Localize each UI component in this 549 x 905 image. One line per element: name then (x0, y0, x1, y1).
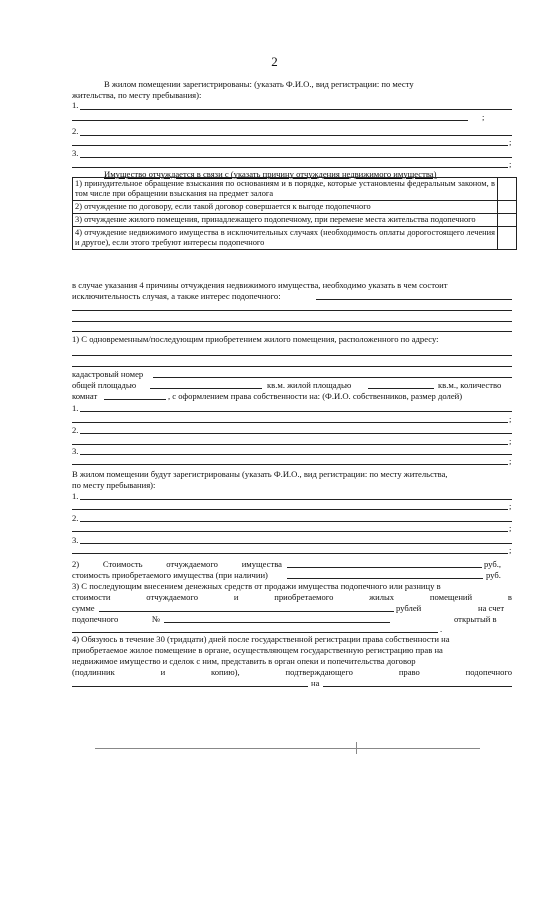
reason-table (72, 177, 517, 250)
acquisition-top-rule (72, 331, 512, 332)
reason-note-line-b[interactable] (72, 321, 512, 322)
reason-option-2[interactable] (73, 200, 516, 213)
obligation-field-1[interactable] (72, 686, 308, 687)
will-register-item-3-line2[interactable] (72, 553, 508, 554)
registered-intro-line1: В жилом помещении зарегистрированы: (указать Ф.И.О., вид регистрации: по месту (104, 79, 414, 89)
reason-option-2-checkbox[interactable] (498, 201, 516, 213)
cost-bought-rub: руб. (486, 570, 501, 580)
obligation-line1: 4) Обязуюсь в течение 30 (тридцати) дней после государственной регистрации права собственности на (72, 634, 450, 644)
area-living-field[interactable] (368, 388, 434, 389)
cost-sold-label: 2) Стоимость отчуждаемого имущества (72, 559, 282, 569)
will-register-item-1-label: 1. (72, 491, 79, 501)
will-register-line1: В жилом помещении будут зарегистрированы (указать Ф.И.О., вид регистрации: по месту жительства, (72, 469, 448, 479)
acquisition-heading: 1) С одновременным/последующим приобретением жилого помещения, расположенного по адресу: (72, 334, 439, 344)
bottom-divider (95, 748, 480, 749)
page-number: 2 (271, 54, 278, 69)
area-total-label: общей площадью (72, 380, 137, 390)
reason-note-line2: исключительность случая, а также интерес подопечного: (72, 291, 281, 301)
deposit-ward: подопечного (72, 614, 119, 624)
registered-item-2-line[interactable] (80, 135, 512, 136)
reason-heading: Имущество отчуждается в связи с (указать причину отчуждения недвижимого имущества) (104, 169, 437, 179)
cadastral-field[interactable] (153, 377, 512, 378)
deposit-line2: стоимости отчуждаемого и приобретаемого жилых помещений в (72, 592, 512, 602)
acquisition-address-line1[interactable] (72, 355, 512, 356)
ownership-label: , с оформлением права собственности на: (Ф.И.О. собственников, размер долей) (168, 391, 463, 401)
reason-option-3[interactable] (73, 213, 516, 226)
registered-item-1-line2[interactable] (72, 120, 468, 121)
will-register-item-1-line[interactable] (80, 499, 512, 500)
deposit-rubles: рублей (396, 603, 422, 613)
cadastral-label: кадастровый номер (72, 369, 144, 379)
will-register-item-2-label: 2. (72, 513, 79, 523)
area-total-field[interactable] (150, 388, 262, 389)
bottom-divider-tick (356, 742, 357, 754)
obligation-field-2[interactable] (323, 686, 512, 687)
reason-option-2-text: 2) отчуждение по договору, если такой договор совершается к выгоде подопечного (73, 201, 498, 213)
cost-bought-field[interactable] (287, 578, 483, 579)
acquisition-item-2-label: 2. (72, 425, 79, 435)
acquisition-item-2-line[interactable] (80, 433, 512, 434)
reason-option-1-text: 1) принудительное обращение взыскания по основаниям и в порядке, которые установлены федеральным законом, в том числе при обращении взыскания на предмет залога (73, 178, 498, 200)
cost-sold-field[interactable] (287, 567, 482, 568)
acquisition-item-1-label: 1. (72, 403, 79, 413)
acquisition-address-line2[interactable] (72, 366, 512, 367)
reason-option-4-checkbox[interactable] (498, 227, 516, 249)
obligation-line2: приобретаемое жилое помещение в органе, осуществляющем государственную регистрацию прав на (72, 645, 443, 655)
registered-item-3-line2[interactable] (72, 167, 508, 168)
acquisition-item-3-line2[interactable] (72, 464, 508, 465)
registered-intro-line2: жительства, по месту пребывания): (72, 90, 202, 100)
area-count-label: кв.м., количество (438, 380, 502, 390)
deposit-sum-label: сумме (72, 603, 95, 613)
cost-bought-label: стоимость приобретаемого имущества (при наличии) (72, 570, 268, 580)
acquisition-item-3-label: 3. (72, 446, 79, 456)
registered-item-2-line2[interactable] (72, 145, 508, 146)
will-register-line2: по месту пребывания): (72, 480, 156, 490)
deposit-sum-field[interactable] (99, 611, 394, 612)
will-register-item-2-line[interactable] (80, 521, 512, 522)
acquisition-item-2-line2[interactable] (72, 444, 508, 445)
reason-note-line-a[interactable] (72, 310, 512, 311)
registered-item-3-label: 3. (72, 148, 79, 158)
deposit-line1: 3) С последующим внесением денежных средств от продажи имущества подопечного или разницу в (72, 581, 441, 591)
deposit-account: на счет (478, 603, 505, 613)
reason-option-1-checkbox[interactable] (498, 178, 516, 200)
registered-item-2-label: 2. (72, 126, 79, 136)
obligation-line4: (подлинник и копию), подтверждающего право подопечного (72, 667, 512, 677)
reason-option-4[interactable] (73, 226, 516, 249)
obligation-na: на (311, 678, 320, 688)
area-living-label: кв.м. жилой площадью (267, 380, 352, 390)
registered-item-3-line[interactable] (80, 157, 512, 158)
reason-note-line1: в случае указания 4 причины отчуждения недвижимого имущества, необходимо указать в чем состоит (72, 280, 448, 290)
registered-item-1-line[interactable] (80, 109, 512, 110)
will-register-item-3-label: 3. (72, 535, 79, 545)
reason-option-3-checkbox[interactable] (498, 214, 516, 226)
will-register-item-1-line2[interactable] (72, 509, 508, 510)
deposit-account-number-field[interactable] (164, 622, 390, 623)
reason-note-field[interactable] (316, 299, 512, 300)
reason-option-3-text: 3) отчуждение жилого помещения, принадлежащего подопечному, при перемене места жительства подопечного (73, 214, 498, 226)
reason-option-1[interactable] (73, 178, 516, 200)
registered-item-1-label: 1. (72, 100, 79, 110)
rooms-label: комнат (72, 391, 98, 401)
deposit-num: № (152, 614, 161, 624)
acquisition-item-3-line[interactable] (80, 454, 512, 455)
acquisition-item-1-line[interactable] (80, 411, 512, 412)
rooms-field[interactable] (104, 399, 166, 400)
will-register-item-2-line2[interactable] (72, 531, 508, 532)
deposit-opened: открытый в (454, 614, 497, 624)
acquisition-item-1-line2[interactable] (72, 422, 508, 423)
reason-option-4-text: 4) отчуждение недвижимого имущества в исключительных случаях (необходимость оплаты дорогостоящего лечения и другое), если этого требуют интересы подопечного (73, 227, 498, 249)
obligation-line3: недвижимое имущество и сделок с ним, представить в орган опеки и попечительства договор (72, 656, 416, 666)
cost-sold-rub: руб., (484, 559, 502, 569)
will-register-item-3-line[interactable] (80, 543, 512, 544)
deposit-bank-field[interactable] (72, 632, 438, 633)
